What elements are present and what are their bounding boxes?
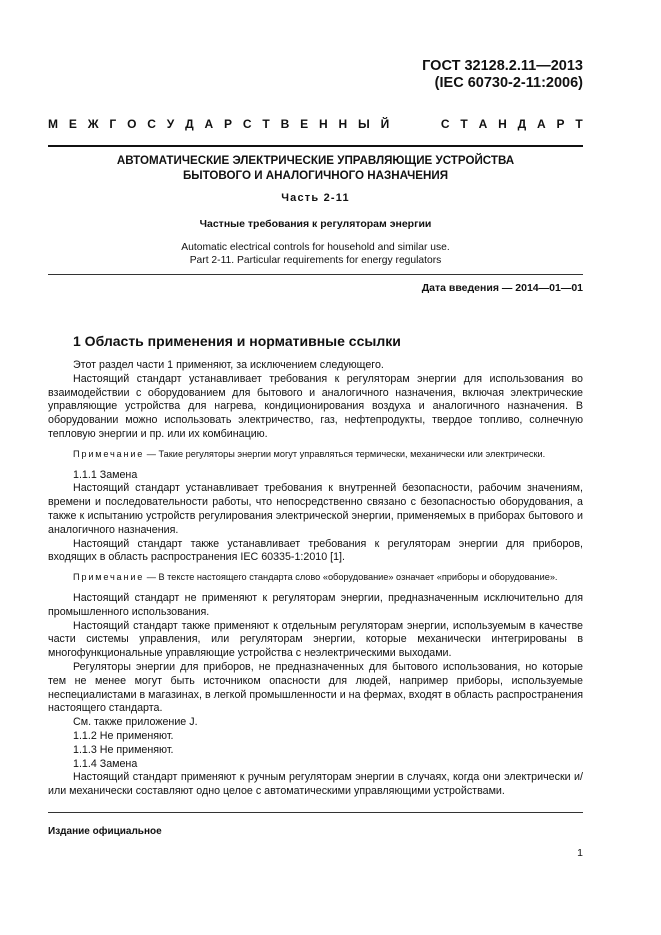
paragraph: Настоящий стандарт применяют к ручным регуляторам энергии в случаях, когда они электрически и/или механически составляют одно целое с автоматическими управляющими устройствами. — [48, 771, 583, 798]
banner-letter: Р — [556, 117, 565, 131]
banner-letter: С — [147, 117, 156, 131]
page-number: 1 — [577, 847, 583, 859]
title-line-2: БЫТОВОГО И АНАЛОГИЧНОГО НАЗНАЧЕНИЯ — [182, 169, 449, 182]
paragraph: 1.1.1 Замена — [73, 468, 138, 481]
banner-letter: Д — [517, 117, 527, 131]
banner-letter: Г — [109, 117, 117, 131]
banner-letter: Е — [300, 117, 309, 131]
banner-word-gap — [400, 117, 430, 131]
english-title-line-2: Part 2-11. Particular requirements for energy regulators — [189, 255, 442, 266]
section-heading: 1 Область применения и нормативные ссылки — [73, 333, 401, 349]
banner-letter: Е — [68, 117, 77, 131]
banner-letter: С — [242, 117, 252, 131]
banner-letter: Й — [380, 117, 390, 131]
banner-letter: Т — [262, 117, 270, 131]
banner-letter: М — [48, 117, 58, 131]
document-title — [48, 153, 583, 183]
english-title-line-1: Automatic electrical controls for household and similar use. — [181, 242, 450, 253]
paragraph: См. также приложение J. — [73, 716, 198, 729]
banner-letter: А — [478, 117, 488, 131]
banner-letter: Т — [460, 117, 468, 131]
gost-designation — [422, 58, 583, 92]
official-edition-label: Издание официальное — [48, 826, 162, 837]
paragraph: 1.1.3 Не применяют. — [73, 743, 174, 756]
banner-letter: О — [127, 117, 137, 131]
banner-letter: Н — [498, 117, 507, 131]
banner-letter: С — [440, 117, 450, 131]
paragraph: 1.1.2 Не применяют. — [73, 729, 174, 742]
note — [48, 571, 583, 585]
part-number: Часть 2-11 — [281, 192, 350, 204]
title-line-1: АВТОМАТИЧЕСКИЕ ЭЛЕКТРИЧЕСКИЕ УПРАВЛЯЮЩИЕ УСТРОЙСТВА — [116, 154, 515, 167]
banner-letter: Ы — [357, 117, 370, 131]
paragraph: Настоящий стандарт также устанавливает требования к регуляторам энергии для приборов, входящих в область распространения IEC 60335-1:2010 [1]. — [48, 537, 583, 564]
section-body — [48, 359, 583, 799]
banner-letter: Р — [224, 117, 233, 131]
introduction-date: Дата введения — 2014—01—01 — [421, 282, 583, 294]
document-subtitle: Частные требования к регуляторам энергии — [199, 218, 432, 230]
paragraph: Регуляторы энергии для приборов, не предназначенных для бытового использования, но которые тем не менее могут быть источником опасности для людей, например приборы, используемые неспециалистами в магазинах, в легкой промышленности и на фермах, входят в область распространения настоящего стандарта. — [48, 660, 583, 715]
thin-divider-bottom — [48, 812, 583, 813]
banner-letter: Н — [318, 117, 328, 131]
banner-letter: Ж — [87, 117, 99, 131]
gost-code: ГОСТ 32128.2.11—2013 — [422, 58, 583, 74]
banner-letter: Д — [185, 117, 194, 131]
banner-letter: А — [204, 117, 214, 131]
english-title — [48, 241, 583, 267]
interstate-standard-banner — [48, 117, 583, 131]
banner-letter: А — [537, 117, 546, 131]
paragraph: Настоящий стандарт устанавливает требования к регуляторам энергии для использования во взаимодействии с оборудованием для бытового и аналогичного назначения, включая электрические управляющие устройства для нагрева, кондиционирования воздуха и аналогичного назначения. В оборудовании можно использовать электричество, газ, нефтепродукты, твердое топливо, солнечную тепловую энергии и пр. или их комбинацию. — [48, 372, 583, 440]
note — [48, 448, 583, 462]
note-label: Примечание — [73, 448, 145, 459]
paragraph: Этот раздел части 1 применяют, за исключением следующего. — [73, 359, 384, 371]
banner-letter: У — [166, 117, 175, 131]
thin-divider-top — [48, 274, 583, 275]
note-text: — В тексте настоящего стандарта слово «оборудование» означает «приборы и оборудование». — [144, 572, 558, 583]
banner-letter: В — [280, 117, 290, 131]
note-label: Примечание — [73, 572, 145, 583]
paragraph: Настоящий стандарт не применяют к регуляторам энергии, предназначенным исключительно для промышленного использования. — [48, 591, 583, 618]
paragraph: 1.1.4 Замена — [73, 757, 138, 770]
banner-letter: Т — [575, 117, 583, 131]
banner-letter: Н — [338, 117, 348, 131]
paragraph: Настоящий стандарт также применяют к отдельным регуляторам энергии, используемым в качестве части системы управления, или регуляторам энергии, которые механически интегрированы в многофункциональные управляющие устройства с неэлектрическими выходами. — [48, 619, 583, 660]
note-text: — Такие регуляторы энергии могут управляться термически, механически или электрически. — [144, 448, 546, 459]
iec-code: (IEC 60730-2-11:2006) — [434, 75, 583, 91]
thick-divider — [48, 145, 583, 147]
paragraph: Настоящий стандарт устанавливает требования к внутренней безопасности, рабочим значениям, времени и последовательности работы, что непосредственно связано с безопасностью оборудования, а также к испытанию устройств регулирования электрической энергии, применяемых в приборах бытового и аналогичного назначения. — [48, 482, 583, 536]
